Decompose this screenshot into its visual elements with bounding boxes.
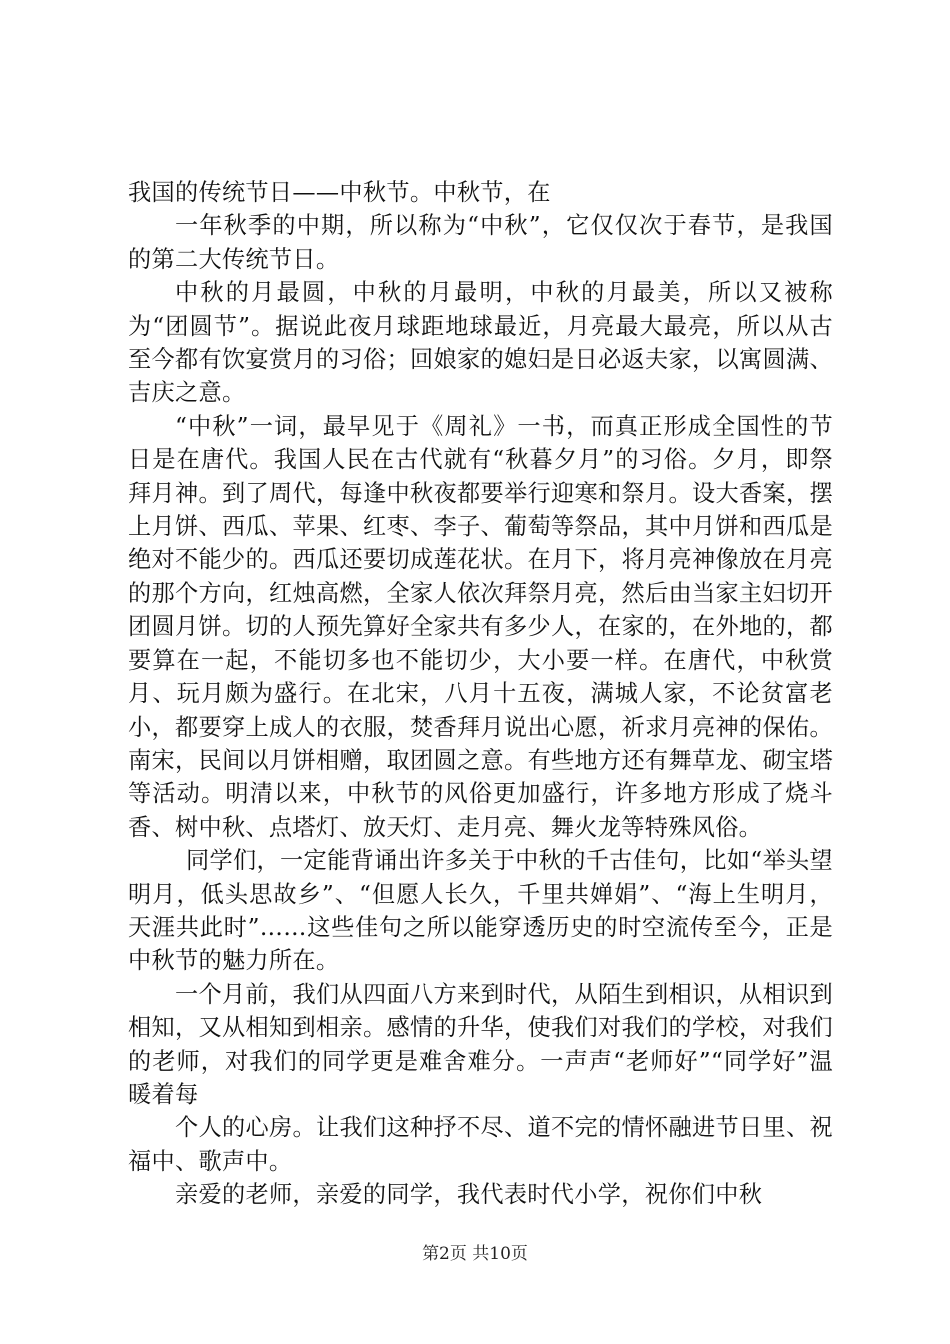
page-indicator: 第2页 共10页 (422, 1244, 528, 1264)
paragraph-1: 我国的传统节日——中秋节。中秋节，在 (128, 179, 551, 206)
document-body (128, 176, 833, 1212)
paragraph-8: 亲爱的老师，亲爱的同学，我代表时代小学，祝你们中秋 (175, 1181, 763, 1209)
paragraph-3: 中秋的月最圆，中秋的月最明，中秋的月最美，所以又被称为“团圆节”。据说此夜月球距地球最近，月亮最大最亮，所以从古至今都有饮宴赏月的习俗；回娘家的媳妇是日必返夫家，以寓圆满、吉庆之意。 (128, 279, 833, 407)
paragraph-2: 一年秋季的中期，所以称为“中秋”，它仅仅次于春节，是我国的第二大传统节日。 (128, 212, 833, 273)
page-footer (0, 1242, 950, 1266)
paragraph-6: 一个月前，我们从四面八方来到时代，从陌生到相识，从相识到相知，又从相知到相亲。感情的升华，使我们对我们的学校，对我们的老师，对我们的同学更是难舍难分。一声声“老师好”“同学好”温暖着每 (128, 980, 833, 1108)
paragraph-5: 同学们，一定能背诵出许多关于中秋的千古佳句，比如“举头望明月，低头思故乡”、“但愿人长久，千里共婵娟”、“海上生明月，天涯共此时”……这些佳句之所以能穿透历史的时空流传至今，正是中秋节的魅力所在。 (128, 847, 833, 975)
paragraph-7: 个人的心房。让我们这种抒不尽、道不完的情怀融进节日里、祝福中、歌声中。 (128, 1114, 833, 1175)
paragraph-4: “中秋”一词，最早见于《周礼》一书，而真正形成全国性的节日是在唐代。我国人民在古代就有“秋暮夕月”的习俗。夕月，即祭拜月神。到了周代，每逢中秋夜都要举行迎寒和祭月。设大香案，摆上月饼、西瓜、苹果、红枣、李子、葡萄等祭品，其中月饼和西瓜是绝对不能少的。西瓜还要切成莲花状。在月下，将月亮神像放在月亮的那个方向，红烛高燃，全家人依次拜祭月亮，然后由当家主妇切开团圆月饼。切的人预先算好全家共有多少人，在家的，在外地的，都要算在一起，不能切多也不能切少，大小要一样。在唐代，中秋赏月、玩月颇为盛行。在北宋，八月十五夜，满城人家，不论贫富老小，都要穿上成人的衣服，焚香拜月说出心愿，祈求月亮神的保佑。南宋，民间以月饼相赠，取团圆之意。有些地方还有舞草龙、砌宝塔等活动。明清以来，中秋节的风俗更加盛行，许多地方形成了烧斗香、树中秋、点塔灯、放天灯、走月亮、舞火龙等特殊风俗。 (128, 412, 833, 841)
